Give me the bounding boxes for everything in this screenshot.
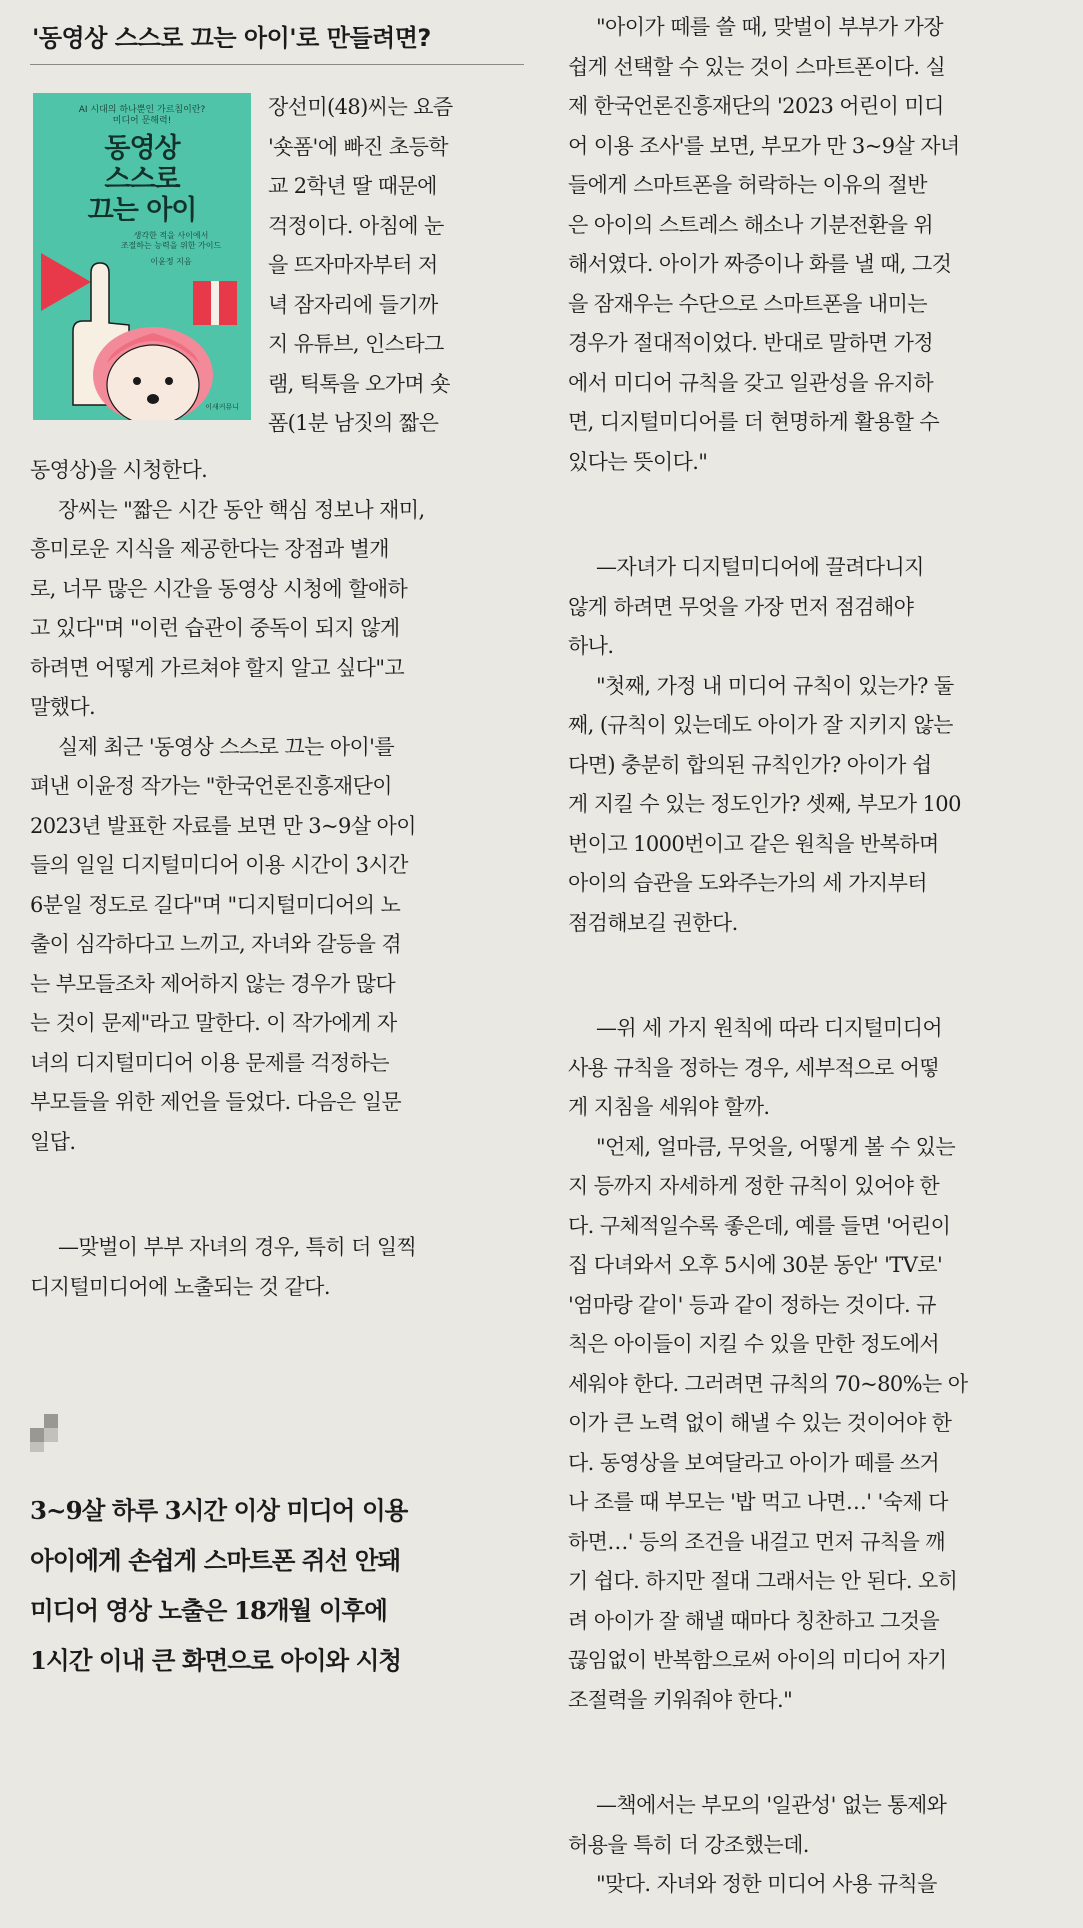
cover-subtitle: 생각한 적을 사이에서 조절하는 능력을 위한 가이드 이윤정 지음	[120, 231, 222, 266]
cover-tagline: AI 시대의 하나뿐인 가르침이란? 미디어 문해력!	[78, 105, 206, 126]
spacer	[568, 943, 1066, 1009]
left-column-body	[30, 451, 524, 1307]
spacer	[568, 1720, 1066, 1786]
right-column-body	[568, 8, 1066, 1905]
article-subhead: 3~9살 하루 3시간 이상 미디어 이용 아이에게 손쉽게 스마트폰 쥐선 안돼 미디어 영상 노출은 18개월 이후에 1시간 이내 큰 화면으로 아이와 시청	[30, 1496, 408, 1675]
section-heading: '동영상 스스로 끄는 아이'로 만들려면?	[32, 24, 431, 52]
cover-publisher: 이새커뮤니	[205, 403, 239, 411]
answer-paragraph-4: "맞다. 자녀와 정한 미디어 사용 규칙을	[596, 1872, 937, 1896]
answer-paragraph-2: "첫째, 가정 내 미디어 규칙이 있는가? 둘 째, (규칙이 있는데도 아이가 잘 지키지 않는 다면) 충분히 합의된 규칙인가? 아이가 쉽 게 지킬 수 있는 정도인가? 셋째, 부모가 100 번이고 1000번이고 같은 원칙을 반복하며 아이의 습관을 도와주는가의 세 가지부터 점검해보길 권한다.	[568, 673, 961, 935]
question-paragraph-3: —위 세 가지 원칙에 따라 디지털미디어 사용 규칙을 정하는 경우, 세부적으로 어떻 게 지침을 세워야 할까.	[568, 1016, 943, 1119]
spacer	[568, 482, 1066, 548]
book-cover-image	[33, 93, 251, 420]
intro-paragraph-end: 동영상)을 시청한다.	[30, 458, 208, 482]
answer-paragraph-1: "아이가 떼를 쓸 때, 맞벌이 부부가 가장 쉽게 선택할 수 있는 것이 스마트폰이다. 실 제 한국언론진흥재단의 '2023 어린이 미디 어 이용 조사'를 보면, 부모가 만 3~9살 자녀 들에게 스마트폰을 허락하는 이유의 절반 은 아이의 스트레스 해소나 기분전환을 위 해서였다. 아이가 짜증이나 화를 낼 때, 그것 을 잠재우는 수단으로 스마트폰을 내미는 경우가 절대적이었다. 반대로 말하면 가정 에서 미디어 규칙을 갖고 일관성을 유지하 면, 디지털미디어를 더 현명하게 활용할 수 있다는 뜻이다."	[568, 15, 960, 474]
spacer	[30, 1162, 524, 1228]
cover-title: 동영상 스스로 끄는 아이	[87, 133, 197, 226]
subhead-marker-icon	[30, 1414, 68, 1452]
heading-divider	[30, 64, 524, 65]
question-paragraph: —맞벌이 부부 자녀의 경우, 특히 더 일찍 디지털미디어에 노출되는 것 같다.	[30, 1235, 417, 1299]
answer-paragraph-3: "언제, 얼마큼, 무엇을, 어떻게 볼 수 있는 지 등까지 자세하게 정한 규칙이 있어야 한 다. 구체적일수록 좋은데, 예를 들면 '어린이 집 다녀와서 오후 5시에 30분 동안' 'TV로' '엄마랑 같이' 등과 같이 정하는 것이다. 규 칙은 아이들이 지킬 수 있을 만한 정도에서 세워야 한다. 그러려면 규칙의 70~80%는 아 이가 큰 노력 없이 해낼 수 있는 것이어야 한 다. 동영상을 보여달라고 아이가 떼를 쓰거 나 조를 때 부모는 '밥 먹고 나면…' '숙제 다 하면…' 등의 조건을 내걸고 먼저 규칙을 깨 기 쉽다. 하지만 절대 그래서는 안 된다. 오히 려 아이가 잘 해낼 때마다 칭찬하고 그것을 끊임없이 반복함으로써 아이의 미디어 자기 조절력을 키워줘야 한다."	[568, 1134, 968, 1712]
question-paragraph-4: —책에서는 부모의 '일관성' 없는 통제와 허용을 특히 더 강조했는데.	[568, 1793, 947, 1857]
question-paragraph-2: —자녀가 디지털미디어에 끌려다니지 않게 하려면 무엇을 가장 먼저 점검해야 하나.	[568, 555, 924, 658]
quote-paragraph: 장씨는 "짧은 시간 동안 핵심 정보나 재미, 흥미로운 지식을 제공한다는 장점과 별개 로, 너무 많은 시간을 동영상 시청에 할애하 고 있다"며 "이런 습관이 중독이 되지 않게 하려면 어떻게 가르쳐야 할지 알고 싶다"고 말했다.	[30, 497, 425, 719]
intro-paragraph: 장선미(48)씨는 요즘 '숏폼'에 빠진 초등학 교 2학년 딸 때문에 걱정이다. 아침에 눈 을 뜨자마자부터 저 녁 잠자리에 들기까 지 유튜브, 인스타그 램, 틱톡을 오가며 숏 폼(1분 남짓의 짧은	[268, 95, 453, 435]
author-paragraph: 실제 최근 '동영상 스스로 끄는 아이'를 펴낸 이윤정 작가는 "한국언론진흥재단이 2023년 발표한 자료를 보면 만 3~9살 아이 들의 일일 디지털미디어 이용 시간이 3시간 6분일 정도로 길다"며 "디지털미디어의 노 출이 심각하다고 느끼고, 자녀와 갈등을 겪 는 부모들조차 제어하지 않는 경우가 많다 는 것이 문제"라고 말한다. 이 작가에게 자 녀의 디지털미디어 이용 문제를 걱정하는 부모들을 위한 제언을 들었다. 다음은 일문 일답.	[30, 734, 416, 1154]
intro-paragraph-wrap	[268, 88, 524, 444]
